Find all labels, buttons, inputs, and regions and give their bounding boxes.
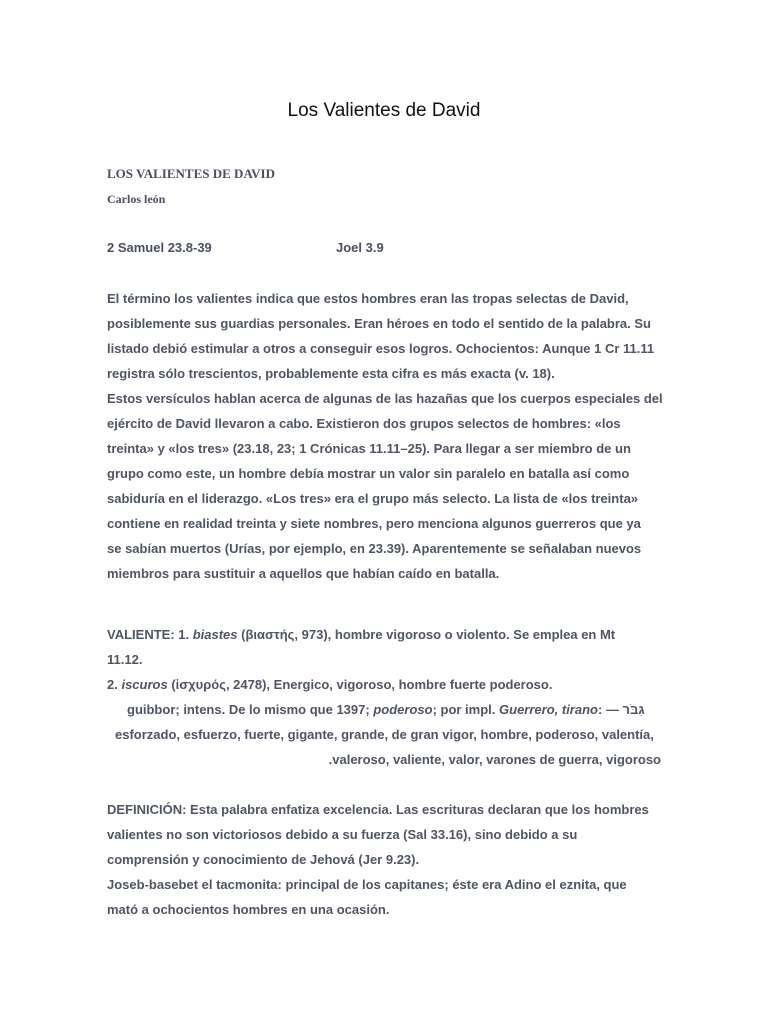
scripture-references	[107, 240, 384, 255]
text-line: listado debió estimular a otros a conseguir esos logros. Ochocientos: Aunque 1 Cr 11.11	[107, 341, 655, 356]
text-line: Joseb-basebet el tacmonita: principal de los capitanes; éste era Adino el eznita, que	[107, 877, 627, 892]
text-line: El término los valientes indica que estos hombres eran las tropas selectas de David,	[107, 291, 629, 306]
text-line: 11.12.	[107, 652, 143, 667]
reference-samuel: 2 Samuel 23.8-39	[107, 240, 212, 255]
author-name: Carlos león	[107, 192, 166, 206]
intro-paragraph	[107, 286, 667, 586]
text-line: VALIENTE: 1. biastes (βιαστής, 973), hombre vigoroso o violento. Se emplea en Mt	[107, 627, 616, 642]
text-line: Estos versículos hablan acerca de algunas de las hazañas que los cuerpos especiales del	[107, 391, 663, 406]
text-line: sabiduría en el liderazgo. «Los tres» era el grupo más selecto. La lista de «los treinta»	[107, 491, 639, 506]
page-title: Los Valientes de David	[287, 100, 481, 121]
text-line: 2. iscuros (ἰσχυρός, 2478), Energico, vigoroso, hombre fuerte poderoso.	[107, 677, 553, 692]
text-line: miembros para sustituir a aquellos que habían caído en batalla.	[107, 566, 500, 581]
text-line: .valeroso, valiente, valor, varones de guerra, vigoroso	[328, 752, 661, 767]
text-line: valientes no son victoriosos debido a su fuerza (Sal 33.16), sino debido a su	[107, 827, 578, 842]
valiente-definition	[107, 622, 667, 772]
text-line: ejército de David llevaron a cabo. Existieron dos grupos selectos de hombres: «los	[107, 416, 621, 431]
reference-joel: Joel 3.9	[336, 240, 384, 255]
text-line: esforzado, esfuerzo, fuerte, gigante, grande, de gran vigor, hombre, poderoso, valentía,	[115, 727, 654, 742]
text-line: contiene en realidad treinta y siete nombres, pero menciona algunos guerreros que ya	[107, 516, 641, 531]
text-line: guibbor; intens. De lo mismo que 1397; poderoso; por impl. Guerrero, tirano: — גִּבֹּר	[127, 702, 645, 717]
document-heading: LOS VALIENTES DE DAVID	[107, 166, 275, 181]
text-line: mató a ochocientos hombres en una ocasión.	[107, 902, 390, 917]
text-line: posiblemente sus guardias personales. Eran héroes en todo el sentido de la palabra. Su	[107, 316, 651, 331]
text-line: se sabían muertos (Urías, por ejemplo, en 23.39). Aparentemente se señalaban nuevos	[107, 541, 642, 556]
text-line: grupo como este, un hombre debía mostrar un valor sin paralelo en batalla así como	[107, 466, 630, 481]
text-line: treinta» y «los tres» (23.18, 23; 1 Crónicas 11.11–25). Para llegar a ser miembro de un	[107, 441, 631, 456]
text-line: comprensión y conocimiento de Jehová (Jer 9.23).	[107, 852, 420, 867]
definicion-paragraph	[107, 797, 667, 922]
text-line: registra sólo trescientos, probablemente esta cifra es más exacta (v. 18).	[107, 366, 555, 381]
text-line: DEFINICIÓN: Esta palabra enfatiza excelencia. Las escrituras declaran que los hombres	[107, 802, 649, 817]
